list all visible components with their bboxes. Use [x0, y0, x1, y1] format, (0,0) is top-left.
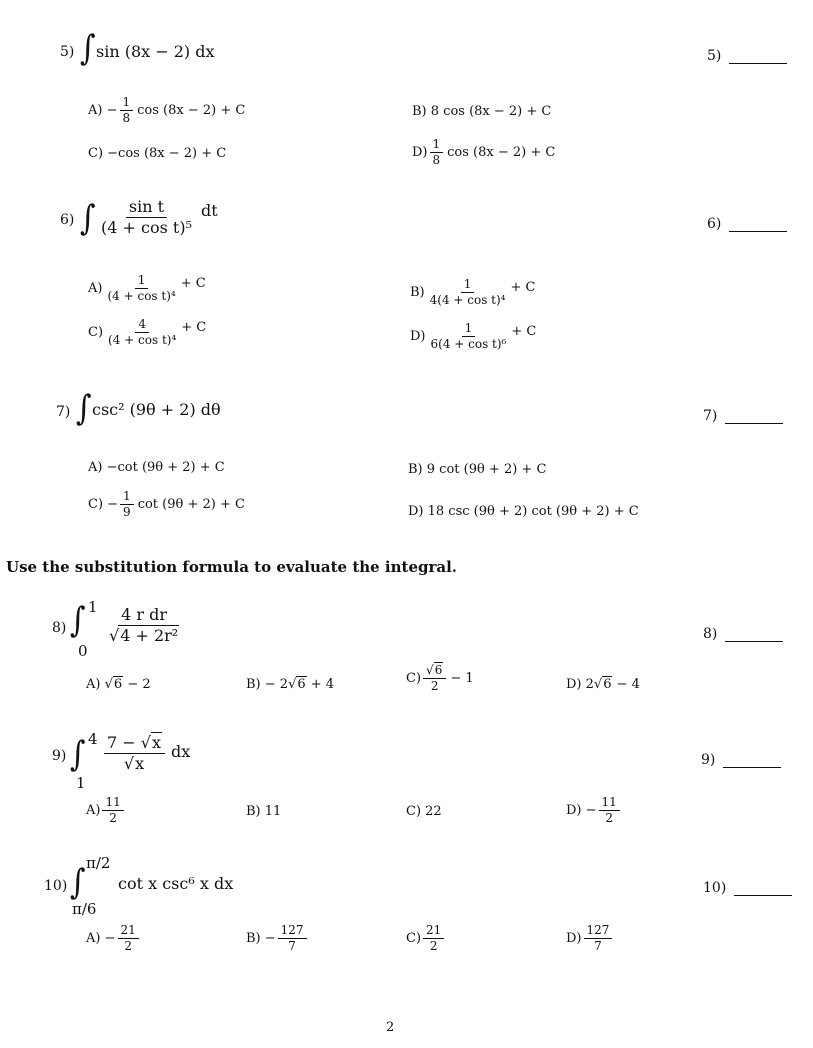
choice-10b[interactable]: B) − $\frac{127}{7}$	[246, 924, 309, 953]
upper-limit: 4	[88, 730, 98, 748]
lower-limit: π/6	[72, 900, 97, 918]
question-number: 8)	[52, 620, 67, 636]
answer-blank-7[interactable]: 7)	[703, 408, 783, 424]
choice-5b[interactable]: B) 8 cos (8x − 2) + C	[412, 104, 552, 119]
choice-9a[interactable]: A) $\frac{11}{2}$	[86, 796, 126, 825]
integral-sign: ∫	[80, 28, 96, 69]
question-number: 10)	[44, 878, 68, 894]
choice-9c[interactable]: C) 22	[406, 804, 442, 819]
question-number: 9)	[52, 748, 67, 764]
page-number: 2	[386, 1020, 395, 1035]
upper-limit: 1	[88, 598, 98, 616]
question-7-expression: csc² (9θ + 2) dθ	[92, 400, 221, 419]
answer-blank-9[interactable]: 9)	[701, 752, 781, 768]
choice-10a[interactable]: A) − $\frac{21}{2}$	[86, 924, 141, 953]
choice-5c[interactable]: C) −cos (8x − 2) + C	[88, 146, 227, 161]
lower-limit: 0	[78, 642, 88, 660]
choice-6c[interactable]: C) $\frac{4}{\text{(4 + cos t)⁴}}$ + C	[88, 317, 207, 348]
lower-limit: 1	[76, 774, 86, 792]
integral-sign: ∫	[70, 600, 86, 641]
choice-5a[interactable]: A) − $\frac{1}{8}$ cos (8x − 2) + C	[88, 95, 246, 126]
answer-blank-5[interactable]: 5)	[707, 48, 787, 64]
choice-6d[interactable]: D) $\frac{1}{\text{6(4 + cos t)⁶}}$ + C	[410, 321, 537, 352]
choice-7a[interactable]: A) −cot (9θ + 2) + C	[88, 460, 225, 475]
integral-sign: ∫	[76, 388, 92, 429]
integral-sign: ∫	[70, 734, 86, 775]
question-number: 7)	[56, 404, 71, 420]
choice-8b[interactable]: B) − 2 √ 6 + 4	[246, 676, 335, 692]
integral-sign: ∫	[70, 862, 86, 903]
choice-6a[interactable]: A) $\frac{1}{\text{(4 + cos t)⁴}}$ + C	[88, 273, 206, 304]
upper-limit: π/2	[86, 854, 111, 872]
integral-sign: ∫	[80, 198, 96, 239]
answer-blank-10[interactable]: 10)	[703, 880, 792, 896]
choice-5d[interactable]: D) $\frac{1}{8}$ cos (8x − 2) + C	[412, 137, 556, 168]
choice-8d[interactable]: D) 2 √ 6 − 4	[566, 676, 640, 692]
choice-7b[interactable]: B) 9 cot (9θ + 2) + C	[408, 462, 547, 477]
answer-blank-6[interactable]: 6)	[707, 216, 787, 232]
choice-6b[interactable]: B) $\frac{1}{\text{4(4 + cos t)⁴}}$ + C	[410, 277, 536, 308]
answer-blank-8[interactable]: 8)	[703, 626, 783, 642]
section-instruction: Use the substitution formula to evaluate the integral.	[6, 558, 458, 576]
question-8-expression: $\frac{\text{4 r dr}}{\text{√4 + 2r²}}$	[109, 605, 179, 645]
choice-8c[interactable]: C) $\frac{√6}{2}$ − 1	[406, 663, 474, 694]
question-number: 6)	[60, 212, 75, 228]
question-5-expression: sin (8x − 2) dx	[96, 42, 215, 61]
choice-10c[interactable]: C) $\frac{21}{2}$	[406, 924, 446, 953]
choice-7c[interactable]: C) − $\frac{1}{9}$ cot (9θ + 2) + C	[88, 489, 245, 520]
choice-10d[interactable]: D) $\frac{127}{7}$	[566, 924, 614, 953]
question-6-expression: $\frac{\text{sin t}}{\text{(4 + cos t)⁵}}$ dt	[101, 197, 218, 237]
choice-9b[interactable]: B) 11	[246, 804, 282, 819]
choice-9d[interactable]: D) − $\frac{11}{2}$	[566, 796, 622, 825]
choice-8a[interactable]: A) √ 6 − 2	[86, 676, 151, 692]
question-number: 5)	[60, 44, 75, 60]
question-10-expression: cot x csc⁶ x dx	[118, 874, 234, 893]
choice-7d[interactable]: D) 18 csc (9θ + 2) cot (9θ + 2) + C	[408, 504, 639, 519]
question-9-expression: $\frac{7 - √x}{√x}$ dx	[102, 734, 190, 772]
